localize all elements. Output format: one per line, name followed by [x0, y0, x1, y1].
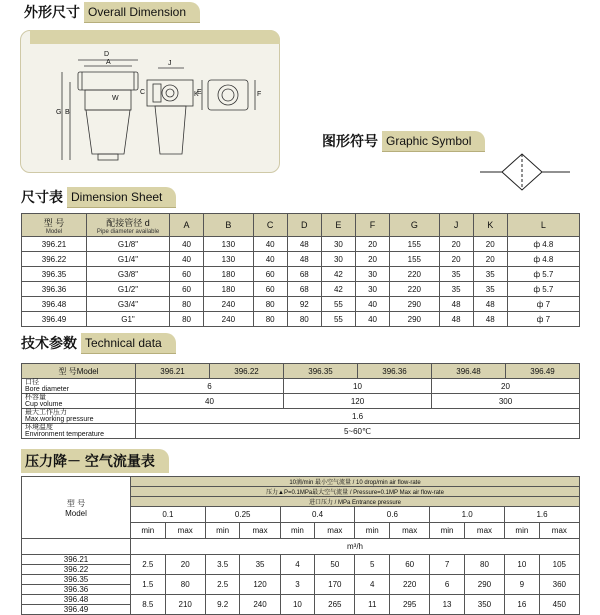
dimension-cell: G1/4" — [87, 252, 170, 267]
cup-val-2: 300 — [432, 394, 580, 409]
flow-row — [22, 575, 580, 585]
dim-model-en: Model — [45, 228, 63, 235]
dimension-cell: 180 — [204, 282, 253, 297]
bore-val-2: 20 — [432, 379, 580, 394]
dimension-cell: 35 — [439, 267, 473, 282]
overall-dimension-cn: 外形尺寸 — [24, 4, 80, 20]
flow-table — [21, 476, 580, 615]
dimension-cell: 396.35 — [22, 267, 87, 282]
dim-port-cn: 配接管径 d — [106, 217, 150, 228]
cup-cn: 杯容量 — [25, 394, 46, 401]
dimension-cell: 48 — [439, 297, 473, 312]
flow-cell: 170 — [315, 575, 355, 595]
dimension-cell: 20 — [439, 252, 473, 267]
dimension-cell: 396.22 — [22, 252, 87, 267]
dimension-cell: 48 — [287, 237, 321, 252]
tech-model-0: 396.21 — [136, 364, 210, 379]
dimension-cell: 80 — [170, 312, 204, 327]
dimension-sheet-header — [21, 186, 176, 208]
dimension-cell: 40 — [170, 237, 204, 252]
flow-table-title: 压力降－ 空气流量表 — [21, 449, 169, 473]
dimension-cell: ф 4.8 — [507, 237, 579, 252]
flow-cell: 20 — [165, 555, 205, 575]
flow-model-en: Model — [65, 508, 87, 518]
dimension-cell: ф 5.7 — [507, 282, 579, 297]
dimension-cell: 48 — [287, 252, 321, 267]
label-C: C — [140, 89, 146, 96]
dimension-cell: 35 — [473, 282, 507, 297]
col-C: C — [253, 214, 287, 237]
dimension-cell: G3/8" — [87, 267, 170, 282]
dimension-cell: 290 — [390, 312, 439, 327]
flow-min-header: min — [505, 523, 540, 539]
temperature-cn: 环境温度 — [25, 424, 53, 431]
dimension-table — [21, 213, 580, 327]
bore-val-1: 10 — [284, 379, 432, 394]
dimension-cell: 20 — [473, 237, 507, 252]
bore-cn: 口径 — [25, 379, 39, 386]
flow-cell: 295 — [390, 595, 430, 615]
dimension-cell: 20 — [355, 237, 389, 252]
pressure-5: 1.6 — [505, 507, 580, 523]
flow-model: 396.22 — [22, 565, 131, 575]
flow-cell: 5 — [355, 555, 390, 575]
flow-min-header: min — [430, 523, 465, 539]
dimension-cell: 35 — [473, 267, 507, 282]
dimension-sheet-en: Dimension Sheet — [67, 187, 176, 208]
dimension-cell: 220 — [390, 267, 439, 282]
col-K: K — [473, 214, 507, 237]
bore-val-0: 6 — [136, 379, 284, 394]
dimension-cell: 290 — [390, 297, 439, 312]
flow-cell: 13 — [430, 595, 465, 615]
flow-cell: 80 — [464, 555, 504, 575]
label-B: B — [65, 109, 70, 116]
dimension-cell: 20 — [473, 252, 507, 267]
dimension-cell: 40 — [355, 297, 389, 312]
dimension-cell: 42 — [321, 267, 355, 282]
flow-cell: 220 — [390, 575, 430, 595]
technical-data-en: Technical data — [81, 333, 176, 354]
dimension-row — [22, 237, 580, 252]
flow-cell: 60 — [390, 555, 430, 575]
cup-val-1: 120 — [284, 394, 432, 409]
dimension-cell: 55 — [321, 312, 355, 327]
pressure-3: 0.6 — [355, 507, 430, 523]
col-B: B — [204, 214, 253, 237]
label-W: W — [112, 95, 119, 102]
flow-cell: 265 — [315, 595, 355, 615]
flow-min-header: min — [205, 523, 240, 539]
tech-model-2: 396.35 — [284, 364, 358, 379]
flow-model: 396.35 — [22, 575, 131, 585]
dimension-cell: 30 — [321, 252, 355, 267]
tech-model-header: 型 号Model — [22, 364, 136, 379]
flow-cell: 360 — [539, 575, 579, 595]
dimension-sheet-cn: 尺寸表 — [21, 189, 63, 205]
dimension-cell: 60 — [253, 267, 287, 282]
flow-max-header: max — [315, 523, 355, 539]
label-G: G — [56, 109, 62, 116]
flow-max-header: max — [240, 523, 280, 539]
technical-data-cn: 技术参数 — [21, 335, 77, 351]
label-D: D — [104, 51, 110, 58]
label-F: F — [257, 91, 262, 98]
flow-cell: 16 — [505, 595, 540, 615]
flow-cell: 35 — [240, 555, 280, 575]
col-E: E — [321, 214, 355, 237]
dimension-cell: 40 — [253, 237, 287, 252]
dim-model-cn: 型 号 — [43, 217, 65, 228]
dimension-cell: 30 — [355, 267, 389, 282]
dimension-cell: ф 5.7 — [507, 267, 579, 282]
flow-model: 396.21 — [22, 555, 131, 565]
dimension-cell: 30 — [321, 237, 355, 252]
flow-cell: 290 — [464, 575, 504, 595]
label-K: K — [194, 91, 199, 98]
flow-min-header: min — [355, 523, 390, 539]
dimension-cell: 48 — [473, 312, 507, 327]
dimension-header-row — [22, 214, 580, 237]
col-A: A — [170, 214, 204, 237]
tech-model-4: 396.48 — [432, 364, 506, 379]
dimension-cell: 396.49 — [22, 312, 87, 327]
technical-data-header — [21, 332, 176, 354]
temperature-val: 5~60℃ — [136, 424, 580, 439]
dimension-cell: 396.36 — [22, 282, 87, 297]
flow-model: 396.48 — [22, 595, 131, 605]
pressure-1: 0.25 — [205, 507, 280, 523]
flow-cell: 350 — [464, 595, 504, 615]
flow-cell: 9.2 — [205, 595, 240, 615]
flow-unit: m³/h — [131, 539, 580, 555]
flow-max-header: max — [165, 523, 205, 539]
dimension-cell: 55 — [321, 297, 355, 312]
flow-table-header — [21, 450, 173, 472]
flow-model: 396.36 — [22, 585, 131, 595]
label-A: A — [106, 59, 111, 66]
flow-cell: 80 — [165, 575, 205, 595]
tech-model-3: 396.36 — [358, 364, 432, 379]
flow-max-header: max — [464, 523, 504, 539]
flow-min-header: min — [131, 523, 166, 539]
col-L: L — [507, 214, 579, 237]
col-J: J — [439, 214, 473, 237]
flow-cell: 6 — [430, 575, 465, 595]
dimension-row — [22, 267, 580, 282]
dimension-cell: 20 — [355, 252, 389, 267]
dimension-cell: 30 — [355, 282, 389, 297]
pressure-2: 0.4 — [280, 507, 355, 523]
flow-unit-row — [22, 539, 580, 555]
flow-cell: 11 — [355, 595, 390, 615]
dimension-cell: 35 — [439, 282, 473, 297]
flow-cell: 240 — [240, 595, 280, 615]
flow-note3: 进口压力 / MPa Entrance pressure — [131, 497, 580, 507]
flow-max-header: max — [539, 523, 579, 539]
dimension-cell: 48 — [439, 312, 473, 327]
flow-row — [22, 555, 580, 565]
technical-table — [21, 363, 580, 439]
dimension-cell: 92 — [287, 297, 321, 312]
dim-port-en: Pipe diameter available — [96, 228, 160, 235]
dimension-cell: G3/4" — [87, 297, 170, 312]
flow-cell: 2.5 — [205, 575, 240, 595]
dimension-cell: 180 — [204, 267, 253, 282]
drawing-panel-tab — [30, 30, 280, 44]
dimension-cell: 68 — [287, 267, 321, 282]
dimension-cell: 80 — [170, 297, 204, 312]
flow-cell: 8.5 — [131, 595, 166, 615]
col-F: F — [355, 214, 389, 237]
dimension-cell: G1" — [87, 312, 170, 327]
filter-symbol-icon — [476, 150, 576, 194]
dimension-cell: ф 7 — [507, 297, 579, 312]
dimension-cell: ф 7 — [507, 312, 579, 327]
tech-row-cup — [22, 394, 580, 409]
tech-row-temperature — [22, 424, 580, 439]
dimension-cell: 40 — [355, 312, 389, 327]
dimension-row — [22, 252, 580, 267]
cup-val-0: 40 — [136, 394, 284, 409]
dimension-cell: 80 — [253, 297, 287, 312]
dimension-cell: 220 — [390, 282, 439, 297]
flow-cell: 3.5 — [205, 555, 240, 575]
tech-model-5: 396.49 — [506, 364, 580, 379]
flow-cell: 50 — [315, 555, 355, 575]
dimension-cell: 48 — [473, 297, 507, 312]
pressure-cn: 最大工作压力 — [25, 409, 67, 416]
tech-row-bore — [22, 379, 580, 394]
temperature-en: Environment temperature — [25, 431, 104, 438]
graphic-symbol-cn: 图形符号 — [322, 133, 378, 149]
flow-min-header: min — [280, 523, 315, 539]
flow-max-header: max — [390, 523, 430, 539]
flow-cell: 450 — [539, 595, 579, 615]
tech-model-1: 396.22 — [210, 364, 284, 379]
dimension-row — [22, 282, 580, 297]
overall-dimension-en: Overall Dimension — [84, 2, 200, 23]
pressure-val: 1.6 — [136, 409, 580, 424]
flow-model: 396.49 — [22, 605, 131, 615]
dimension-cell: 20 — [439, 237, 473, 252]
dimension-cell: 68 — [287, 282, 321, 297]
dimension-cell: 80 — [287, 312, 321, 327]
flow-cell: 105 — [539, 555, 579, 575]
label-E: E — [197, 89, 202, 96]
graphic-symbol-en: Graphic Symbol — [382, 131, 485, 152]
col-G: G — [390, 214, 439, 237]
flow-cell: 4 — [280, 555, 315, 575]
dimension-cell: 42 — [321, 282, 355, 297]
flow-model-cn: 型 号 — [66, 498, 86, 508]
flow-cell: 210 — [165, 595, 205, 615]
flow-cell: 10 — [505, 555, 540, 575]
dimension-cell: 396.48 — [22, 297, 87, 312]
flow-cell: 1.5 — [131, 575, 166, 595]
dimension-cell: 60 — [253, 282, 287, 297]
dimension-cell: 60 — [170, 282, 204, 297]
dimension-cell: G1/2" — [87, 282, 170, 297]
flow-cell: 2.5 — [131, 555, 166, 575]
pressure-0: 0.1 — [131, 507, 206, 523]
dimension-cell: 240 — [204, 297, 253, 312]
dimension-row — [22, 312, 580, 327]
dimension-cell: 80 — [253, 312, 287, 327]
bore-en: Bore diameter — [25, 386, 69, 393]
label-J: J — [168, 60, 172, 67]
dimension-cell: 40 — [170, 252, 204, 267]
dimension-cell: 130 — [204, 237, 253, 252]
flow-cell: 10 — [280, 595, 315, 615]
flow-cell: 3 — [280, 575, 315, 595]
tech-row-pressure — [22, 409, 580, 424]
overall-dimension-header — [24, 1, 200, 23]
tech-header-row — [22, 364, 580, 379]
flow-note2: 压力▲P=0.1MPa最大空气流量 / Pressure=0.1MP Max air flow-rate — [131, 487, 580, 497]
dimension-cell: 155 — [390, 252, 439, 267]
filter-drawing — [20, 44, 278, 171]
flow-cell: 7 — [430, 555, 465, 575]
flow-cell: 4 — [355, 575, 390, 595]
cup-en: Cup volume — [25, 401, 63, 408]
pressure-en: Max.working pressure — [25, 416, 94, 423]
dimension-cell: 60 — [170, 267, 204, 282]
pressure-4: 1.0 — [430, 507, 505, 523]
dimension-row — [22, 297, 580, 312]
dimension-cell: 240 — [204, 312, 253, 327]
col-D: D — [287, 214, 321, 237]
dimension-cell: 130 — [204, 252, 253, 267]
dimension-cell: G1/8" — [87, 237, 170, 252]
dimension-cell: 396.21 — [22, 237, 87, 252]
flow-cell: 9 — [505, 575, 540, 595]
flow-note1-row — [22, 477, 580, 487]
dimension-cell: 155 — [390, 237, 439, 252]
flow-cell: 120 — [240, 575, 280, 595]
graphic-symbol-header — [322, 130, 485, 152]
dimension-cell: ф 4.8 — [507, 252, 579, 267]
flow-note1: 10滴/min 最小空气流量 / 10 drop/min air flow-rate — [131, 477, 580, 487]
dimension-cell: 40 — [253, 252, 287, 267]
